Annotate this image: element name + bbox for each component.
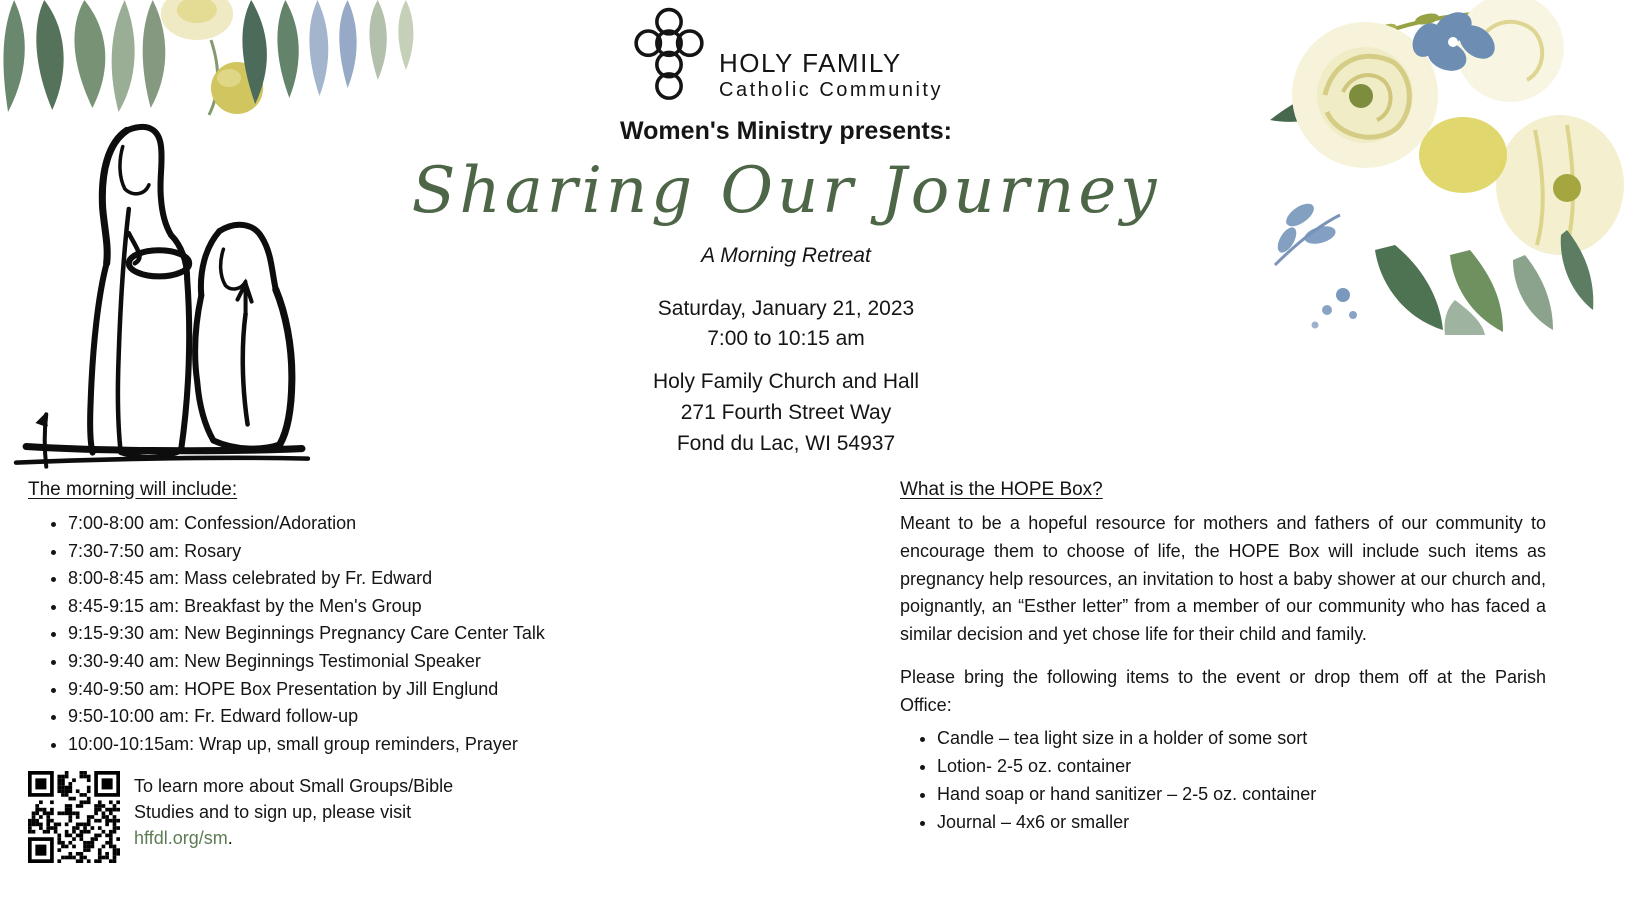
schedule-item: • 8:00-8:45 am: Mass celebrated by Fr. Edward bbox=[68, 565, 662, 593]
presents-line: Women's Ministry presents: bbox=[620, 117, 952, 145]
schedule-heading: The morning will include: bbox=[28, 479, 238, 500]
bring-item: • Lotion- 2-5 oz. container bbox=[937, 752, 1546, 780]
event-time: 7:00 to 10:15 am bbox=[707, 327, 865, 351]
qr-code bbox=[28, 771, 120, 863]
schedule-item: • 10:00-10:15am: Wrap up, small group reminders, Prayer bbox=[68, 731, 662, 759]
brand-logo bbox=[629, 6, 943, 106]
event-datetime bbox=[0, 294, 1572, 354]
bring-item: • Hand soap or hand sanitizer – 2-5 oz. container bbox=[937, 780, 1546, 808]
link-period: . bbox=[227, 828, 233, 849]
header bbox=[0, 6, 1572, 459]
event-venue bbox=[0, 366, 1572, 459]
venue-city: Fond du Lac, WI 54937 bbox=[676, 432, 896, 456]
bring-items-list bbox=[900, 724, 1546, 836]
hope-box-section bbox=[900, 479, 1546, 836]
schedule-item: • 9:40-9:50 am: HOPE Box Presentation by Jill Englund bbox=[68, 676, 662, 704]
hope-box-heading: What is the HOPE Box? bbox=[900, 479, 1103, 500]
brand-name: HOLY FAMILY bbox=[719, 48, 902, 79]
schedule-list bbox=[28, 510, 662, 758]
event-subtitle: A Morning Retreat bbox=[701, 244, 871, 268]
qr-section bbox=[28, 771, 662, 863]
venue-name: Holy Family Church and Hall bbox=[652, 370, 920, 394]
qr-note-line1: To learn more about Small Groups/Bible bbox=[134, 776, 454, 797]
brand-tagline: Catholic Community bbox=[719, 79, 943, 101]
schedule-item: • 9:30-9:40 am: New Beginnings Testimonial Speaker bbox=[68, 648, 662, 676]
schedule-item: • 9:50-10:00 am: Fr. Edward follow-up bbox=[68, 703, 662, 731]
bring-item: • Candle – tea light size in a holder of some sort bbox=[937, 724, 1546, 752]
bring-item: • Journal – 4x6 or smaller bbox=[937, 808, 1546, 836]
circle-cross-logo-icon bbox=[629, 6, 709, 106]
schedule-item: • 7:00-8:00 am: Confession/Adoration bbox=[68, 510, 662, 538]
event-title: Sharing Our Journey bbox=[411, 154, 1161, 228]
venue-street: 271 Fourth Street Way bbox=[680, 401, 892, 425]
qr-note-line2: Studies and to sign up, please visit bbox=[134, 802, 412, 823]
schedule-item: • 9:15-9:30 am: New Beginnings Pregnancy Care Center Talk bbox=[68, 620, 662, 648]
qr-note-line3 bbox=[134, 825, 453, 851]
schedule-item: • 7:30-7:50 am: Rosary bbox=[68, 538, 662, 566]
schedule-section bbox=[28, 479, 662, 863]
bring-items-intro: Please bring the following items to the event or drop them off at the Parish Office: bbox=[900, 666, 1546, 715]
hope-box-paragraph: Meant to be a hopeful resource for mothers and fathers of our community to encourage them to choose of life, the HOPE Box will include such items as pregnancy help resources, an invitation to host a baby shower at our church and, poignantly, an “Esther letter” from a member of our community who has faced a similar decision and yet chose life for their child and family. bbox=[900, 513, 1546, 645]
event-date: Saturday, January 21, 2023 bbox=[657, 297, 915, 321]
schedule-item: • 8:45-9:15 am: Breakfast by the Men's Group bbox=[68, 593, 662, 621]
signup-link[interactable]: hffdl.org/sm bbox=[134, 828, 228, 849]
qr-note-text bbox=[134, 771, 453, 851]
